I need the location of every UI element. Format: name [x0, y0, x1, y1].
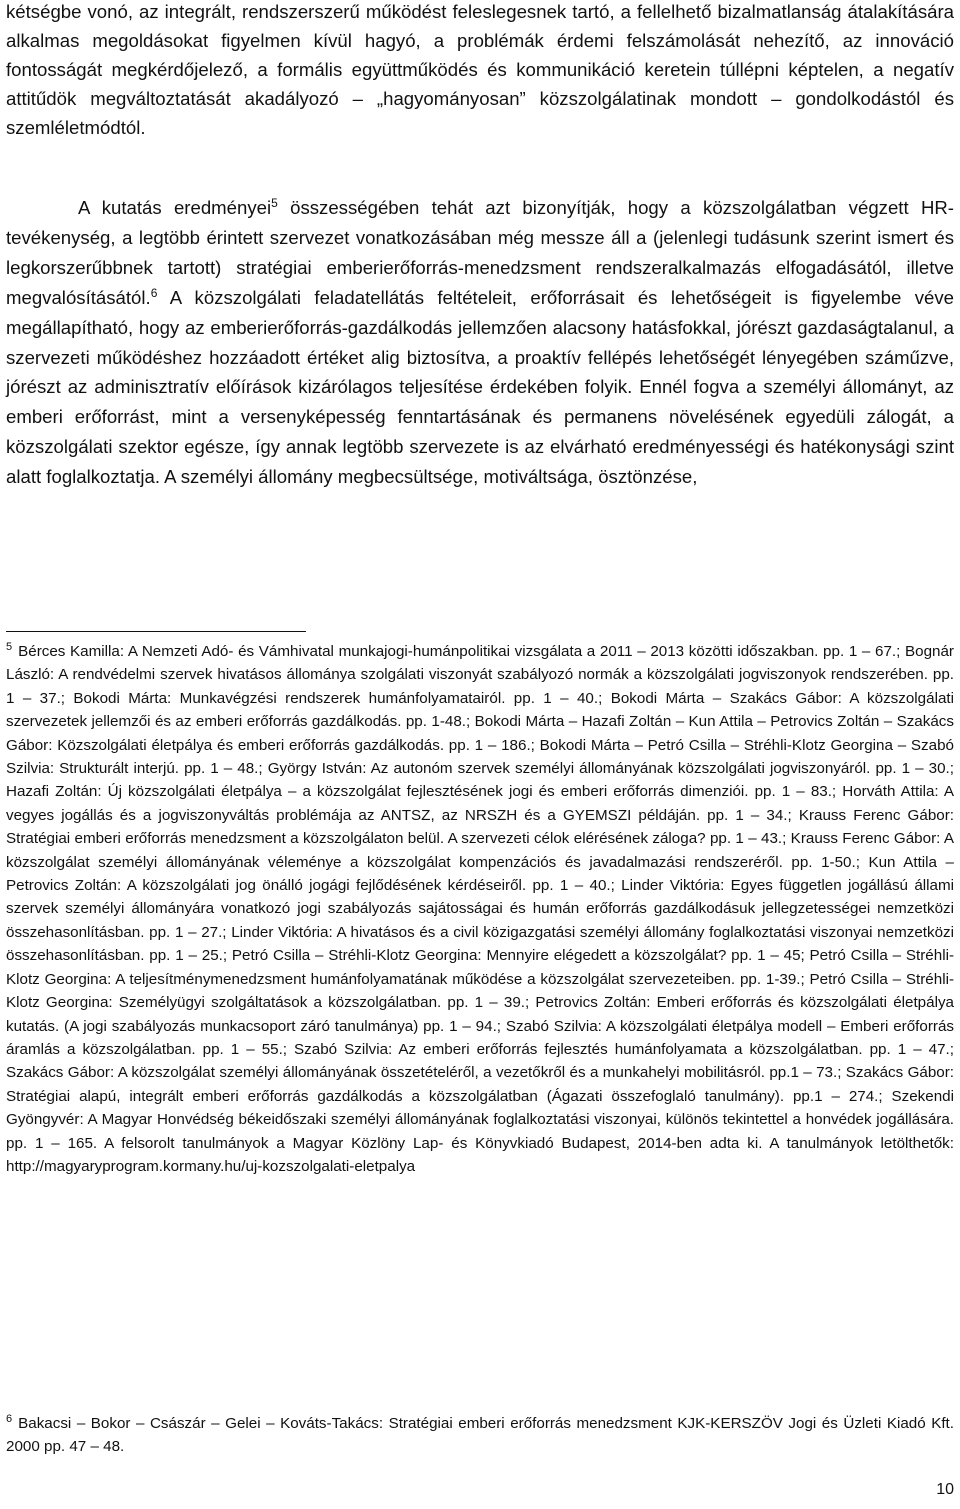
paragraph-text-middle: összességében tehát azt bizonyítják, hogy a közszolgálatban végzett HR-tevékenység, a legtöbb érintett szervezet vonatkozásában még messze áll a (jelenlegi tudásunk szerint ismert és legkorszerűbbnek tartott) stratégiai emberierőforrás-menedzsment rendszeralkalmazás elfogadásától, illetve megvalósításától.: [6, 197, 954, 308]
page-number: 10: [936, 1481, 954, 1498]
paragraph-text-end: A közszolgálati feladatellátás feltételeit, erőforrásait és lehetőségeit is figyelembe véve megállapítható, hogy az emberierőforrás-gazdálkodás jellemzően alacsony hatásfokkal, jórészt gazdaságtalanul, a szervezeti működéshez hozzáadott értéket alig biztosítva, a proaktív fellépés lehetőségét lényegében száműzve, jórészt az adminisztratív előírások kizárólagos teljesítése érdekében folyik. Ennél fogva a személyi állományt, az emberi erőforrást, mint a versenyképesség fenntartásának és permanens növelésének egyedüli zálogát, a közszolgálati szektor egésze, így annak legtöbb szervezete is az elvárható eredményességi és hatékonysági szint alatt foglalkoztatja. A személyi állomány megbecsültsége, motiváltsága, ösztönzése,: [6, 286, 954, 488]
footnote-reference-5[interactable]: 5: [271, 196, 278, 210]
paragraph-text-start: A kutatás eredményei: [78, 197, 272, 218]
footnote-number: 6: [6, 1413, 13, 1425]
footnote-text: Bakacsi – Bokor – Császár – Gelei – Kováts-Takács: Stratégiai emberi erőforrás menedzsment KJK-KERSZÖV Jogi és Üzleti Kiadó Kft. 2000 pp. 47 – 48.: [6, 1415, 954, 1456]
footnote-6: [6, 1412, 954, 1459]
body-paragraph-continued: kétségbe vonó, az integrált, rendszerszerű működést feleslegesnek tartó, a fellelhető bizalmatlanság átalakítására alkalmas megoldásokat figyelmen kívül hagyó, a problémák érdemi felszámolását nehezítő, az innováció fontosságát megkérdőjelező, a formális együttműködés és kommunikáció keretein túllépni képtelen, a negatív attitűdök megváltoztatását akadályozó – „hagyományosan” közszolgálatinak mondott – gondolkodástól és szemléletmódtól.: [6, 1, 954, 138]
body-paragraph: [6, 193, 954, 492]
footnote-number: 5: [6, 641, 13, 653]
footnote-reference-6[interactable]: 6: [150, 285, 158, 300]
footnote-5: [6, 640, 954, 1178]
footnote-text: Bérces Kamilla: A Nemzeti Adó- és Vámhivatal munkajogi-humánpolitikai vizsgálata a 2011 – 2013 közötti időszakban. pp. 1 – 67.; Bognár László: A rendvédelmi szervek hivatásos állománya szolgálati viszonyát szabályozó normák a közszolgálati jogviszonyok rendszerében. pp. 1 – 37.; Bokodi Márta: Munkavégzési rendszerek humánfolyamatairól. pp. 1 – 40.; Bokodi Márta – Szakács Gábor: A közszolgálati szervezetek jellemzői és az emberi erőforrás gazdálkodás. pp. 1-48.; Bokodi Márta – Hazafi Zoltán – Kun Attila – Petrovics Zoltán – Szakács Gábor: Közszolgálati életpálya és emberi erőforrás gazdálkodás. pp. 1 – 186.; Bokodi Márta – Petró Csilla – Stréhli-Klotz Georgina – Szabó Szilvia: Strukturált interjú. pp. 1 – 48.; György István: Az autonóm szervek személyi állományának közszolgálati jogviszonyáról. pp. 1 – 30.; Hazafi Zoltán: Új közszolgálati életpálya – a közszolgálat fejlesztésének jogi és emberi erőforrás dimenziói. pp. 1 – 83.; Horváth Attila: A vegyes jogállás és a jogviszonyváltás problémája az ANTSZ, az NRSZH és a GYEMSZI példáján. pp. 1 – 34.; Krauss Ferenc Gábor: Stratégiai emberi erőforrás menedzsment a közszolgálaton belül. A szervezeti célok elérésének záloga? pp. 1 – 43.; Krauss Ferenc Gábor: A közszolgálat személyi állományának véleménye a közszolgálat kompenzációs és javadalmazási rendszeréről. pp. 1-50.; Kun Attila – Petrovics Zoltán: A közszolgálati jog önálló jogági fejlődésének kérdéseiről. pp. 1 – 40.; Linder Viktória: Egyes független jogállású állami szervek személyi állományára vonatkozó jogi szabályozás sajátosságai és humán erőforrás gazdálkodásuk jellegzetességei nemzetközi összehasonlításban. pp. 1 – 27.; Linder Viktória: A hivatásos és a civil közigazgatási személyi állomány foglalkoztatási viszonyai nemzetközi összehasonlításban. pp. 1 – 25.; Petró Csilla – Stréhli-Klotz Georgina: Mennyire elégedett a közszolgálat? pp. 1 – 45; Petró Csilla – Stréhli-Klotz Georgina: A teljesítménymenedzsment humánfolyamatának működése a közszolgálat szervezeteiben. pp. 1-39.; Petró Csilla – Stréhli-Klotz Georgina: Személyügyi szolgáltatások a közszolgálatban. pp. 1 – 39.; Petrovics Zoltán: Emberi erőforrás és közszolgálati életpálya kutatás. (A jogi szabályozás munkacsoport záró tanulmánya) pp. 1 – 94.; Szabó Szilvia: A közszolgálati életpálya modell – Emberi erőforrás áramlás a közszolgálatban. pp. 1 – 55.; Szabó Szilvia: Az emberi erőforrás fejlesztés humánfolyamata a közszolgálatban. pp. 1 – 47.; Szakács Gábor: A közszolgálat személyi állományának összetételéről, a vezetőkről és a munkahelyi mobilitásról. pp.1 – 73.; Szakács Gábor: Stratégiai alapú, integrált emberi erőforrás gazdálkodás a közszolgálatban (Ágazati összefoglaló tanulmány). pp.1 – 274.; Szekendi Gyöngyvér: A Magyar Honvédség békeidőszaki személyi állományának foglalkoztatási viszonyai, különös tekintettel a honvédek jogállására. pp. 1 – 165. A felsorolt tanulmányok a Magyar Közlöny Lap- és Könyvkiadó Budapest, 2014-ben adta ki. A tanulmányok letölthetők: http://magyaryprogram.kormany.hu/uj-kozszolgalati-eletpalya: [6, 643, 954, 1175]
footnote-separator: [6, 631, 306, 632]
